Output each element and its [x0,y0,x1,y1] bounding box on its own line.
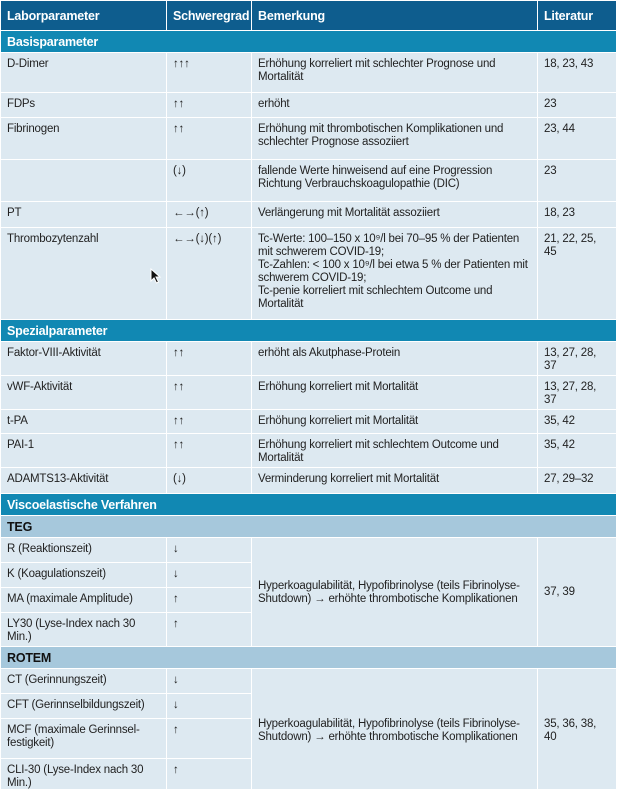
table-header-row [1,1,617,31]
cell-param: CLI-30 (Lyse-Index nach 30 Min.) [1,759,167,789]
cell-param: D-Dimer [1,53,167,93]
table-row [1,228,617,320]
subsection-title-rotem: ROTEM [1,647,617,669]
cell-param: MA (maximale Amplitude) [1,588,167,613]
cell-grad: ↑↑ [167,410,252,434]
mouse-cursor-icon [150,268,162,284]
cell-param: ADAMTS13-Aktivität [1,468,167,494]
table-row [1,434,617,468]
cell-grad: ↓ [167,538,252,563]
cell-bem-teg: Hyperkoagulabilität, Hypofibrinolyse (teils Fibrinolyse-Shutdown) → erhöhte thrombotische Komplikationen [252,538,538,647]
cell-lit: 27, 29–32 [538,468,617,494]
cell-lit: 23, 44 [538,118,617,160]
table-row [1,669,617,694]
cell-bem [252,228,538,320]
cell-bem: Erhöhung korreliert mit schlechtem Outcome und Mortalität [252,434,538,468]
cell-param: K (Koagulationszeit) [1,563,167,588]
cell-grad: ↑↑ [167,376,252,410]
cell-param: Thrombozytenzahl [1,228,167,320]
cell-param: R (Reaktionszeit) [1,538,167,563]
cell-bem: Erhöhung mit thrombotischen Komplikationen und schlechter Prognose assoziiert [252,118,538,160]
cell-grad: ↑↑ [167,342,252,376]
cell-lit: 21, 22, 25, 45 [538,228,617,320]
cell-lit-teg: 37, 39 [538,538,617,647]
cell-param: CT (Gerinnungszeit) [1,669,167,694]
cell-lit: 13, 27, 28, 37 [538,342,617,376]
cell-grad: ↑↑ [167,434,252,468]
subsection-title-teg: TEG [1,516,617,538]
cell-param: CFT (Gerinnselbildungszeit) [1,694,167,719]
table-row [1,376,617,410]
cell-lit: 18, 23, 43 [538,53,617,93]
cell-bem: erhöht als Akutphase-Protein [252,342,538,376]
subsection-row-teg [1,516,617,538]
cell-bem: Verminderung korreliert mit Mortalität [252,468,538,494]
table-row [1,53,617,93]
section-row-visko [1,494,617,516]
bem-line: Tc-Zahlen: < 100 x 10⁹/l bei etwa 5 % der Patienten mit schwerem COVID-19; [258,259,528,284]
cell-param [1,160,167,202]
bem-line: Tc-Werte: 100–150 x 10⁹/l bei 70–95 % der Patienten mit schwerem COVID-19; [258,233,520,258]
cell-lit: 23 [538,160,617,202]
table-row [1,342,617,376]
table-row [1,538,617,563]
cell-grad: ←→(↓)(↑) [167,228,252,320]
cell-grad: ↑ [167,613,252,647]
cell-grad: ↑ [167,719,252,759]
cell-lit: 13, 27, 28, 37 [538,376,617,410]
cell-param: FDPs [1,93,167,118]
cell-grad: ↑↑↑ [167,53,252,93]
cell-grad: ↑↑ [167,93,252,118]
header-laborparameter: Laborparameter [1,1,167,31]
section-title-visko: Viscoelastische Verfahren [1,494,617,516]
header-bemerkung: Bemerkung [252,1,538,31]
table-row [1,410,617,434]
cell-bem: erhöht [252,93,538,118]
cell-bem: fallende Werte hinweisend auf eine Progression Richtung Verbrauchskoagulopathie (DIC) [252,160,538,202]
cell-grad: ↑ [167,588,252,613]
cell-grad: ↓ [167,694,252,719]
cell-grad: ↑↑ [167,118,252,160]
cell-param: Fibrinogen [1,118,167,160]
section-title-spezial: Spezialparameter [1,320,617,342]
cell-lit-rotem: 35, 36, 38, 40 [538,669,617,789]
cell-param: vWF-Aktivität [1,376,167,410]
cell-param: LY30 (Lyse-Index nach 30 Min.) [1,613,167,647]
cell-param: Faktor-VIII-Aktivität [1,342,167,376]
cell-lit: 35, 42 [538,410,617,434]
cell-lit: 18, 23 [538,202,617,228]
cell-grad: ↑ [167,759,252,789]
cell-grad: (↓) [167,468,252,494]
table-row [1,468,617,494]
subsection-row-rotem [1,647,617,669]
cell-grad: (↓) [167,160,252,202]
cell-bem: Erhöhung korreliert mit Mortalität [252,376,538,410]
cell-grad: ←→(↑) [167,202,252,228]
cell-param: PAI-1 [1,434,167,468]
table-row [1,202,617,228]
cell-bem: Verlängerung mit Mortalität assoziiert [252,202,538,228]
cell-bem-rotem: Hyperkoagulabilität, Hypofibrinolyse (teils Fibrinolyse-Shutdown) → erhöhte thrombotische Komplikationen [252,669,538,789]
cell-lit: 35, 42 [538,434,617,468]
table-row [1,93,617,118]
section-row-basis [1,31,617,53]
table-row [1,160,617,202]
cell-param: MCF (maximale Gerinnsel-festigkeit) [1,719,167,759]
bem-line: Tc-penie korreliert mit schlechtem Outcome und Mortalität [258,285,493,310]
section-title-basis: Basisparameter [1,31,617,53]
cell-lit: 23 [538,93,617,118]
cell-grad: ↓ [167,669,252,694]
header-schweregrad: Schweregrad [167,1,252,31]
table-row [1,118,617,160]
section-row-spezial [1,320,617,342]
header-literatur: Literatur [538,1,617,31]
cell-bem: Erhöhung korreliert mit schlechter Prognose und Mortalität [252,53,538,93]
cell-param: PT [1,202,167,228]
cell-grad: ↓ [167,563,252,588]
cell-param: t-PA [1,410,167,434]
cell-bem: Erhöhung korreliert mit Mortalität [252,410,538,434]
